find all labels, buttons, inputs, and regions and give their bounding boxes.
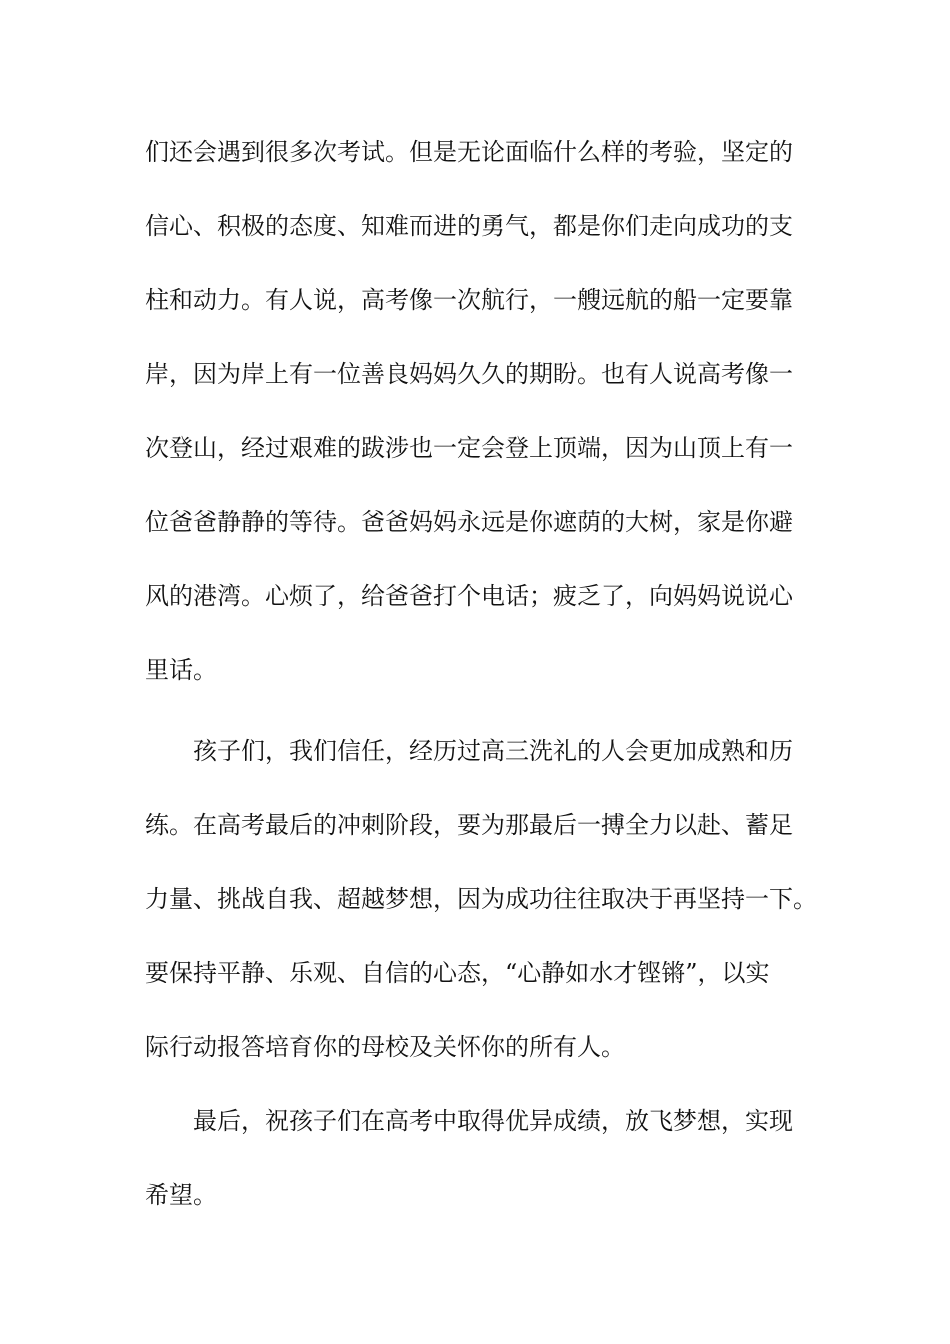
text-line: 岸，因为岸上有一位善良妈妈久久的期盼。也有人说高考像一 [145, 360, 793, 388]
text-line: 练。在高考最后的冲刺阶段，要为那最后一搏全力以赴、蓄足 [145, 811, 793, 839]
text-line: 际行动报答培育你的母校及关怀你的所有人。 [145, 1033, 625, 1061]
text-line: 希望。 [145, 1181, 217, 1209]
text-line: 最后，祝孩子们在高考中取得优异成绩，放飞梦想，实现 [193, 1107, 793, 1135]
text-line: 柱和动力。有人说，高考像一次航行，一艘远航的船一定要靠 [145, 286, 793, 314]
text-line: 力量、挑战自我、超越梦想，因为成功往往取决于再坚持一下。 [145, 885, 817, 913]
text-line: 们还会遇到很多次考试。但是无论面临什么样的考验，坚定的 [145, 138, 793, 166]
text-line: 信心、积极的态度、知难而进的勇气，都是你们走向成功的支 [145, 212, 793, 240]
text-line: 里话。 [145, 656, 217, 684]
text-line: 孩子们，我们信任，经历过高三洗礼的人会更加成熟和历 [193, 737, 793, 765]
text-line: 次登山，经过艰难的跋涉也一定会登上顶端，因为山顶上有一 [145, 434, 793, 462]
text-line: 要保持平静、乐观、自信的心态，“心静如水才铿锵”，以实 [145, 959, 770, 987]
text-line: 风的港湾。心烦了，给爸爸打个电话；疲乏了，向妈妈说说心 [145, 582, 793, 610]
text-line: 位爸爸静静的等待。爸爸妈妈永远是你遮荫的大树，家是你避 [145, 508, 793, 536]
